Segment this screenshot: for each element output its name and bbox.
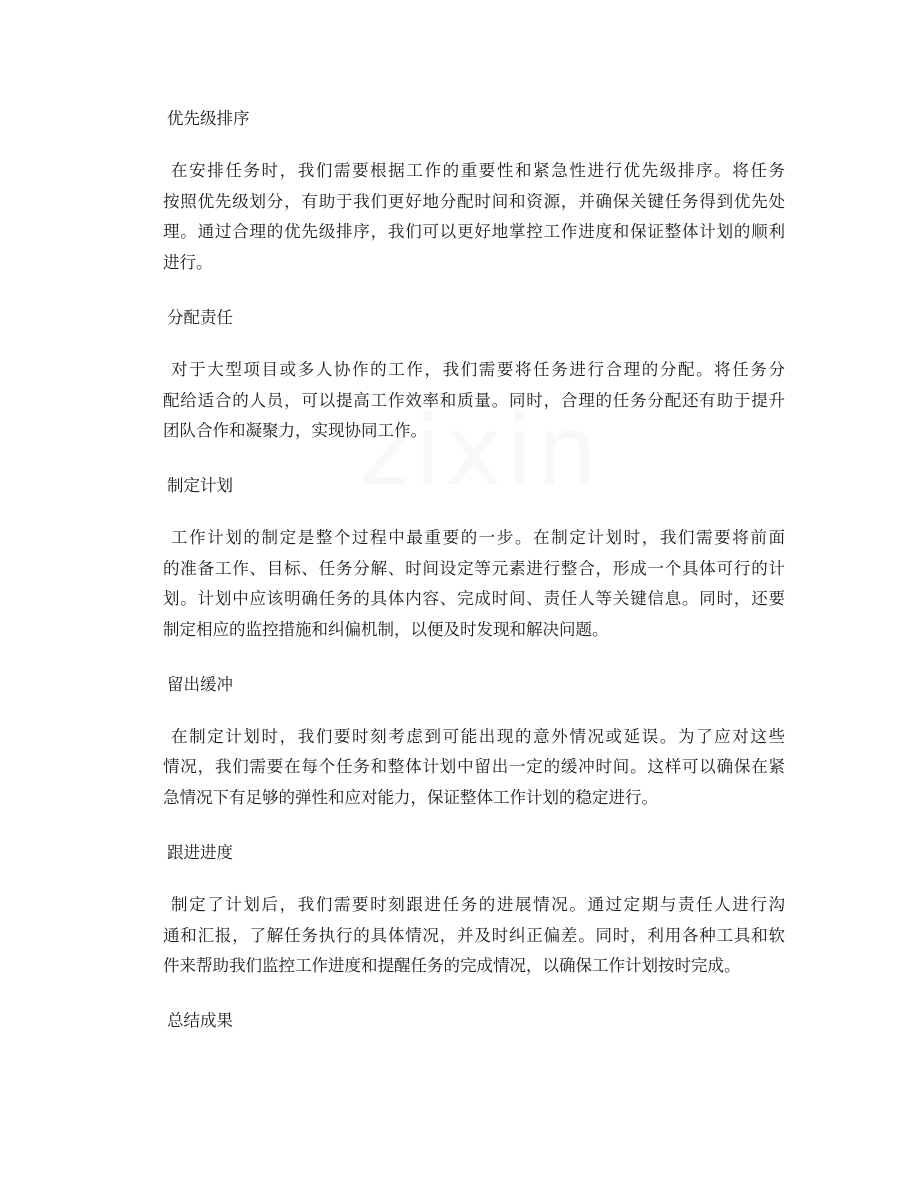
paragraph-line: 理。通过合理的优先级排序，我们可以更好地掌控工作进度和保证整体计划的顺利 (163, 222, 785, 242)
paragraph-line: 急情况下有足够的弹性和应对能力，保证整体工作计划的稳定进行。 (163, 788, 658, 808)
section-heading: 分配责任 (167, 307, 233, 327)
paragraph-line: 对于大型项目或多人协作的工作，我们需要将任务进行合理的分配。将任务分 (171, 359, 785, 379)
paragraph-line: 情况，我们需要在每个任务和整体计划中留出一定的缓冲时间。这样可以确保在紧 (163, 757, 785, 777)
paragraph-line: 按照优先级划分，有助于我们更好地分配时间和资源，并确保关键任务得到优先处 (163, 191, 785, 211)
paragraph-line: 划。计划中应该明确任务的具体内容、完成时间、责任人等关键信息。同时，还要 (163, 589, 785, 609)
paragraph-line: 进行。 (163, 253, 213, 273)
paragraph-line: 的准备工作、目标、任务分解、时间设定等元素进行整合，形成一个具体可行的计 (163, 558, 785, 578)
section-paragraph (163, 156, 785, 279)
section-heading: 总结成果 (167, 1010, 233, 1030)
paragraph-line: 制定了计划后，我们需要时刻跟进任务的进展情况。通过定期与责任人进行沟 (171, 894, 785, 914)
paragraph-line: 配给适合的人员，可以提高工作效率和质量。同时，合理的任务分配还有助于提升 (163, 390, 785, 410)
section-paragraph (163, 523, 785, 646)
section-heading: 留出缓冲 (167, 674, 233, 694)
section-paragraph (163, 722, 785, 814)
section-heading: 优先级排序 (167, 109, 250, 128)
section-heading: 跟进进度 (167, 842, 233, 862)
section-heading: 制定计划 (167, 475, 233, 495)
section-paragraph (163, 890, 785, 982)
paragraph-line: 通和汇报，了解任务执行的具体情况，并及时纠正偏差。同时，利用各种工具和软 (163, 925, 785, 945)
section-paragraph (163, 355, 785, 447)
document-body (163, 104, 785, 1036)
paragraph-line: 工作计划的制定是整个过程中最重要的一步。在制定计划时，我们需要将前面 (171, 527, 785, 547)
paragraph-line: 在安排任务时，我们需要根据工作的重要性和紧急性进行优先级排序。将任务 (171, 161, 785, 180)
paragraph-line: 制定相应的监控措施和纠偏机制，以便及时发现和解决问题。 (163, 620, 609, 640)
watermark: zixin (360, 395, 602, 507)
paragraph-line: 团队合作和凝聚力，实现协同工作。 (163, 421, 427, 441)
paragraph-line: 在制定计划时，我们要时刻考虑到可能出现的意外情况或延误。为了应对这些 (171, 726, 785, 746)
paragraph-line: 件来帮助我们监控工作进度和提醒任务的完成情况，以确保工作计划按时完成。 (163, 956, 741, 976)
